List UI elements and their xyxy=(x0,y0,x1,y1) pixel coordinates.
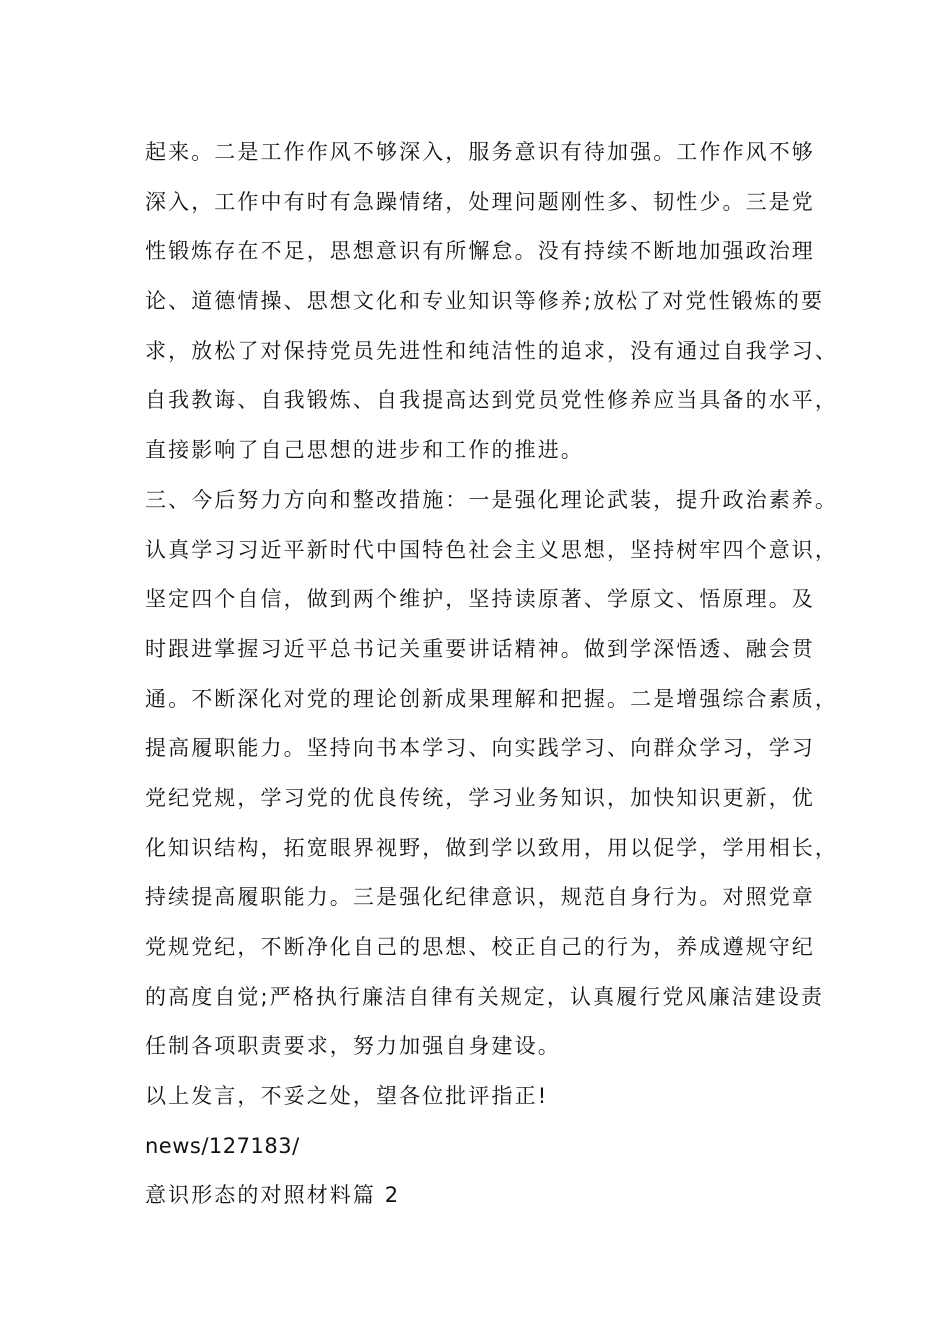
paragraph-line: 起来。二是工作作风不够深入，服务意识有待加强。工作作风不够 xyxy=(145,140,815,164)
paragraph-line: 党规党纪，不断净化自己的思想、校正自己的行为，养成遵规守纪 xyxy=(145,935,815,959)
paragraph-line: 持续提高履职能力。三是强化纪律意识，规范自身行为。对照党章 xyxy=(145,885,815,910)
paragraph-line: 求，放松了对保持党员先进性和纯洁性的追求，没有通过自我学习、 xyxy=(145,338,838,363)
paragraph-line: 通。不断深化对党的理论创新成果理解和把握。二是增强综合素质， xyxy=(145,686,838,711)
paragraph-line: 化知识结构，拓宽眼界视野，做到学以致用，用以促学，学用相长， xyxy=(145,835,838,860)
closing-remark: 以上发言，不妥之处，望各位批评指正! xyxy=(145,1084,549,1109)
paragraph-line: 深入，工作中有时有急躁情绪，处理问题刚性多、韧性少。三是党 xyxy=(145,189,815,214)
paragraph-line: 任制各项职责要求，努力加强自身建设。 xyxy=(145,1034,561,1059)
paragraph-line: 坚定四个自信，做到两个维护，坚持读原著、学原文、悟原理。及 xyxy=(145,587,815,612)
paragraph-line: 直接影响了自己思想的进步和工作的推进。 xyxy=(145,438,584,463)
paragraph-line: 论、道德情操、思想文化和专业知识等修养;放松了对党性锻炼的要 xyxy=(145,289,825,314)
paragraph-line: 党纪党规，学习党的优良传统，学习业务知识，加快知识更新，优 xyxy=(145,785,815,810)
next-article-title: 意识形态的对照材料篇 2 xyxy=(145,1183,401,1208)
paragraph-line: 性锻炼存在不足，思想意识有所懈怠。没有持续不断地加强政治理 xyxy=(145,239,815,264)
source-url-text: news/127183/ xyxy=(145,1133,300,1158)
paragraph-line: 的高度自觉;严格执行廉洁自律有关规定，认真履行党风廉洁建设责 xyxy=(145,984,825,1009)
paragraph-line: 认真学习习近平新时代中国特色社会主义思想，坚持树牢四个意识， xyxy=(145,537,838,562)
document-body xyxy=(145,128,838,1221)
paragraph-line: 时跟进掌握习近平总书记关重要讲话精神。做到学深悟透、融会贯 xyxy=(145,636,815,661)
paragraph-line: 提高履职能力。坚持向书本学习、向实践学习、向群众学习，学习 xyxy=(145,736,815,761)
section-heading-line: 三、今后努力方向和整改措施：一是强化理论武装，提升政治素养。 xyxy=(145,487,838,512)
paragraph-line: 自我教诲、自我锻炼、自我提高达到党员党性修养应当具备的水平， xyxy=(145,388,838,413)
